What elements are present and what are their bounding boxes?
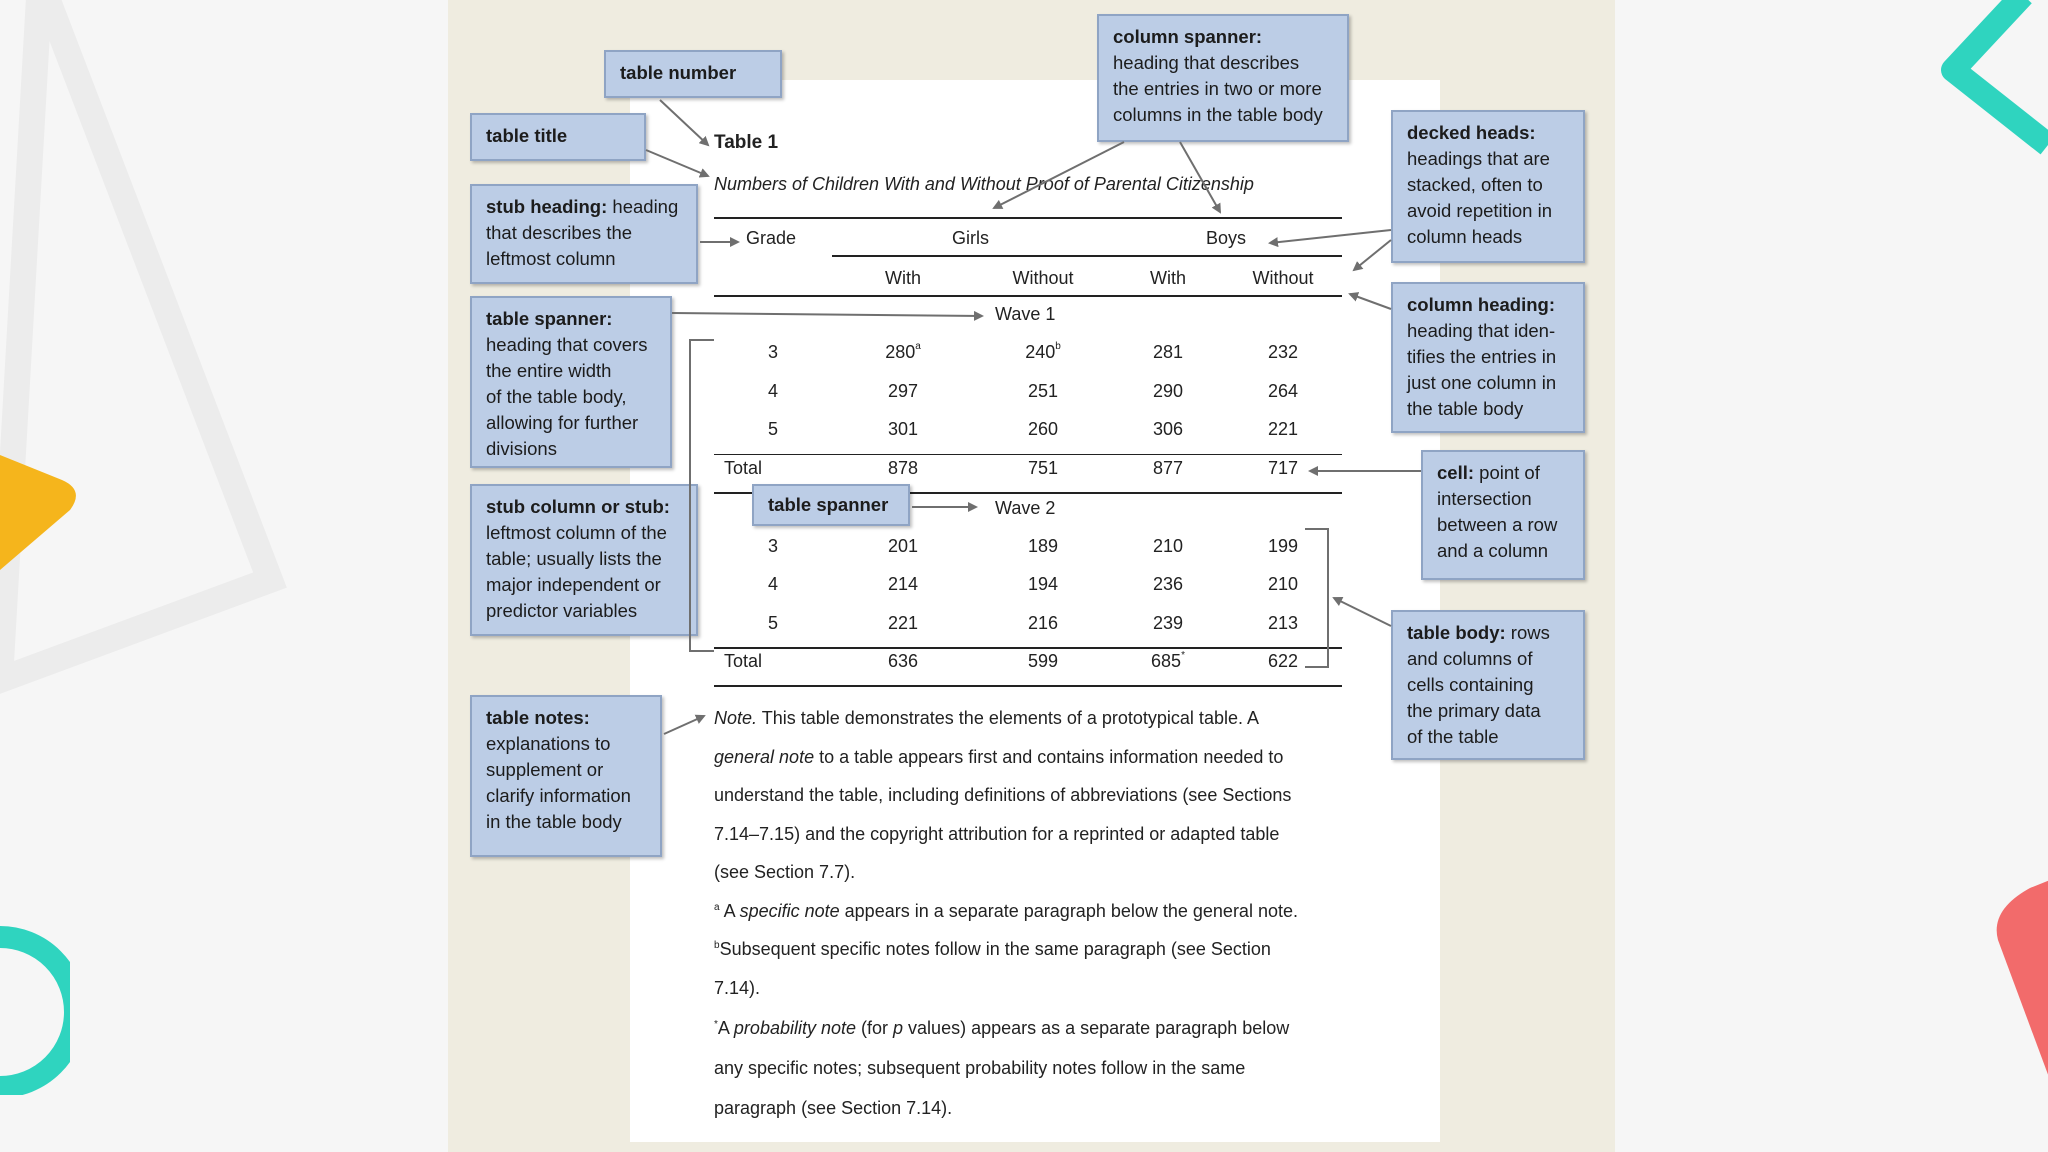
callout-table-number xyxy=(604,50,782,98)
stub-cell: 5 xyxy=(767,419,778,439)
stub-cell: 5 xyxy=(767,612,778,633)
note-text: Subsequent specific notes follow in the same paragraph (see Section xyxy=(719,939,1271,959)
cell-value: 297 xyxy=(887,380,919,401)
note-text: to a table appears first and contains information needed to xyxy=(814,746,1284,767)
stub-cell: 3 xyxy=(767,342,778,362)
stub-cell: 4 xyxy=(767,574,778,594)
data-cell xyxy=(1223,651,1343,672)
note-text: any specific notes; subsequent probability notes follow in the same xyxy=(714,1058,1246,1078)
data-cell xyxy=(983,458,1103,479)
data-cell xyxy=(1223,613,1343,634)
total-rule xyxy=(714,647,1342,649)
data-cell xyxy=(843,381,963,402)
cell-value: 636 xyxy=(887,651,919,671)
decorative-red-shape xyxy=(1990,880,2048,1080)
general-note-line xyxy=(714,785,1291,806)
data-cell xyxy=(1223,458,1343,479)
note-marker: * xyxy=(1181,650,1185,661)
total-row-label: Total xyxy=(724,457,763,478)
stub-cell: 4 xyxy=(767,380,778,401)
callout-text: explanations to xyxy=(486,733,611,754)
callout-cell xyxy=(1421,450,1585,580)
callout-text: heading xyxy=(607,196,679,217)
callout-text: that describes the xyxy=(486,222,633,243)
callout-term: decked heads: xyxy=(1407,122,1536,143)
note-italic: Note. xyxy=(714,708,758,728)
decked-head-boys: Boys xyxy=(1206,228,1247,248)
note-text: 7.14). xyxy=(714,977,761,998)
cell-value: 216 xyxy=(1027,612,1059,633)
callout-text: the entire width xyxy=(486,360,612,381)
callout-text: in the table body xyxy=(486,811,622,832)
note-text: (see Section 7.7). xyxy=(714,862,856,882)
table-spanner: Wave 1 xyxy=(995,304,1056,324)
callout-term: table spanner: xyxy=(486,308,613,329)
callout-text: clarify information xyxy=(486,785,631,806)
general-note-line xyxy=(714,862,855,883)
callout-text: table; usually lists the xyxy=(486,548,662,569)
cell-value: 199 xyxy=(1267,535,1299,556)
callout-text: heading that iden- xyxy=(1407,320,1556,341)
table-number: Table 1 xyxy=(714,132,779,153)
decorative-teal-ring xyxy=(0,925,70,1095)
callout-table-body xyxy=(1391,610,1585,760)
cell-value: 878 xyxy=(887,457,919,478)
callout-table-title xyxy=(470,113,646,161)
data-cell xyxy=(1223,381,1343,402)
data-cell xyxy=(1108,536,1228,557)
column-heading: Without xyxy=(1012,268,1074,288)
decked-head-rule xyxy=(832,255,1342,257)
note-text: A xyxy=(719,900,740,921)
callout-text: rows xyxy=(1505,622,1550,643)
callout-text: major independent or xyxy=(486,574,661,595)
cell-value: 194 xyxy=(1027,574,1059,594)
callout-term: table notes: xyxy=(486,707,590,728)
probability-note-line xyxy=(714,1018,1289,1039)
column-heading: With xyxy=(885,268,921,288)
cell-value: 240 xyxy=(1025,342,1056,362)
note-text: values) appears as a separate paragraph below xyxy=(903,1018,1290,1038)
note-text: paragraph (see Section 7.14). xyxy=(714,1098,953,1118)
cell-value: 221 xyxy=(887,612,919,633)
cell-value: 306 xyxy=(1152,419,1184,439)
data-cell xyxy=(843,536,963,557)
note-text: understand the table, including definitions of abbreviations (see Sections xyxy=(714,785,1292,805)
cell-value: 189 xyxy=(1027,535,1059,556)
callout-text: and columns of xyxy=(1407,648,1533,669)
data-cell xyxy=(1223,574,1343,595)
cell-value: 214 xyxy=(887,574,919,594)
callout-text: supplement or xyxy=(486,759,604,780)
cell-value: 290 xyxy=(1152,380,1184,401)
callout-term: table number xyxy=(620,62,737,83)
note-marker: a xyxy=(714,901,720,913)
specific-note-line xyxy=(714,939,1271,960)
callout-stub-column xyxy=(470,484,698,636)
callout-text: the table body xyxy=(1407,398,1524,419)
stub-cell: 3 xyxy=(767,535,778,556)
note-text: A xyxy=(717,1018,734,1038)
callout-term: cell: xyxy=(1437,462,1475,483)
cell-value: 264 xyxy=(1267,380,1299,401)
table-bottom-rule xyxy=(714,685,1342,687)
note-italic: specific note xyxy=(739,900,840,921)
callout-text: cells containing xyxy=(1407,674,1534,695)
callout-stub-heading xyxy=(470,184,698,284)
data-cell xyxy=(843,458,963,479)
data-cell xyxy=(1108,574,1228,595)
cell-value: 251 xyxy=(1027,380,1059,401)
column-heading: Without xyxy=(1252,268,1314,288)
note-marker: b xyxy=(1055,341,1061,352)
cell-value: 281 xyxy=(1152,342,1184,362)
decked-head-girls: Girls xyxy=(952,228,989,248)
callout-text: the primary data xyxy=(1407,700,1541,721)
note-marker: a xyxy=(915,341,921,352)
data-cell xyxy=(1108,342,1228,363)
callout-text: leftmost column of the xyxy=(486,522,667,543)
data-cell xyxy=(843,613,963,634)
callout-text: predictor variables xyxy=(486,600,638,621)
cell-value: 213 xyxy=(1267,612,1299,633)
specific-note-line xyxy=(714,978,760,999)
callout-text: of the table body, xyxy=(486,386,627,407)
cell-value: 210 xyxy=(1152,535,1184,556)
note-italic: p xyxy=(893,1018,904,1038)
specific-note-line xyxy=(714,901,1298,922)
note-text: This table demonstrates the elements of a prototypical table. A xyxy=(757,708,1259,728)
data-cell xyxy=(1223,342,1343,363)
note-text: 7.14–7.15) and the copyright attribution for a reprinted or adapted table xyxy=(714,823,1280,844)
data-cell xyxy=(1108,381,1228,402)
cell-value: 622 xyxy=(1267,651,1299,671)
cell-value: 236 xyxy=(1152,574,1184,594)
data-cell xyxy=(983,651,1103,672)
data-cell xyxy=(1108,613,1228,634)
data-cell xyxy=(1223,536,1343,557)
callout-term: table title xyxy=(486,125,568,146)
total-row-label: Total xyxy=(724,651,763,671)
data-cell xyxy=(983,419,1103,440)
callout-table-spanner-small xyxy=(752,484,910,526)
data-cell xyxy=(843,651,963,672)
cell-value: 685 xyxy=(1151,651,1182,671)
callout-text: column heads xyxy=(1407,226,1523,247)
callout-text: tifies the entries in xyxy=(1407,346,1557,367)
table-top-rule xyxy=(714,217,1342,219)
callout-text: point of xyxy=(1474,462,1540,483)
callout-text: the entries in two or more xyxy=(1113,78,1322,99)
callout-text: headings that are xyxy=(1407,148,1550,169)
cell-value: 260 xyxy=(1027,419,1059,439)
data-cell xyxy=(843,574,963,595)
table-title: Numbers of Children With and Without Proof of Parental Citizenship xyxy=(714,174,1254,194)
data-cell xyxy=(1223,419,1343,440)
cell-value: 877 xyxy=(1152,457,1184,478)
callout-column-heading xyxy=(1391,282,1585,433)
decorative-yellow-shape xyxy=(0,430,90,570)
callout-text: of the table xyxy=(1407,726,1499,747)
table-spanner: Wave 2 xyxy=(995,497,1056,518)
cell-value: 280 xyxy=(885,342,916,362)
callout-text: heading that covers xyxy=(486,334,648,355)
stub-heading: Grade xyxy=(746,228,797,248)
data-cell xyxy=(983,574,1103,595)
callout-table-notes xyxy=(470,695,662,857)
cell-value: 232 xyxy=(1267,342,1299,362)
cell-value: 301 xyxy=(887,419,919,439)
general-note-line xyxy=(714,747,1283,768)
callout-text: stacked, often to xyxy=(1407,174,1543,195)
data-cell xyxy=(983,381,1103,402)
callout-text: divisions xyxy=(486,438,557,459)
cell-value: 599 xyxy=(1027,651,1059,671)
callout-term: stub heading: xyxy=(486,196,608,217)
callout-term: column heading: xyxy=(1407,294,1555,315)
note-italic: general note xyxy=(714,746,815,767)
column-heading: With xyxy=(1150,268,1186,288)
data-cell xyxy=(843,419,963,440)
probability-note-line xyxy=(714,1058,1245,1079)
callout-term: column spanner: xyxy=(1113,26,1263,47)
general-note-line xyxy=(714,824,1279,845)
callout-text: avoid repetition in xyxy=(1407,200,1553,221)
callout-text: just one column in xyxy=(1407,372,1557,393)
note-marker: b xyxy=(714,940,720,951)
callout-text: leftmost column xyxy=(486,248,616,269)
callout-text: heading that describes xyxy=(1113,52,1300,73)
general-note-line xyxy=(714,708,1259,729)
probability-note-line xyxy=(714,1098,952,1119)
cell-value: 717 xyxy=(1267,457,1299,478)
cell-value: 221 xyxy=(1267,419,1299,439)
callout-text: columns in the table body xyxy=(1113,104,1323,125)
column-head-rule xyxy=(714,295,1342,297)
data-cell xyxy=(1108,419,1228,440)
cell-value: 201 xyxy=(887,535,919,556)
callout-text: between a row xyxy=(1437,514,1558,535)
data-cell xyxy=(983,536,1103,557)
cell-value: 210 xyxy=(1267,574,1299,594)
callout-text: intersection xyxy=(1437,488,1532,509)
data-cell xyxy=(843,342,963,363)
decorative-frame-shape xyxy=(0,0,300,720)
callout-table-spanner xyxy=(470,296,672,468)
data-cell xyxy=(983,613,1103,634)
note-marker: * xyxy=(714,1019,718,1030)
note-text: appears in a separate paragraph below the general note. xyxy=(839,900,1298,921)
data-cell xyxy=(983,342,1103,363)
callout-term: table body: xyxy=(1407,622,1506,643)
callout-column-spanner xyxy=(1097,14,1349,142)
note-italic: probability note xyxy=(733,1018,857,1038)
data-cell xyxy=(1108,651,1228,672)
data-cell xyxy=(1108,458,1228,479)
cell-value: 751 xyxy=(1027,457,1059,478)
note-text: (for xyxy=(856,1018,894,1038)
callout-decked-heads xyxy=(1391,110,1585,263)
cell-value: 239 xyxy=(1152,612,1184,633)
callout-term: stub column or stub: xyxy=(486,496,670,517)
callout-term: table spanner xyxy=(768,494,889,515)
callout-text: and a column xyxy=(1437,540,1549,561)
total-rule xyxy=(714,454,1342,456)
decorative-teal-corner xyxy=(1928,0,2048,170)
callout-text: allowing for further xyxy=(486,412,639,433)
